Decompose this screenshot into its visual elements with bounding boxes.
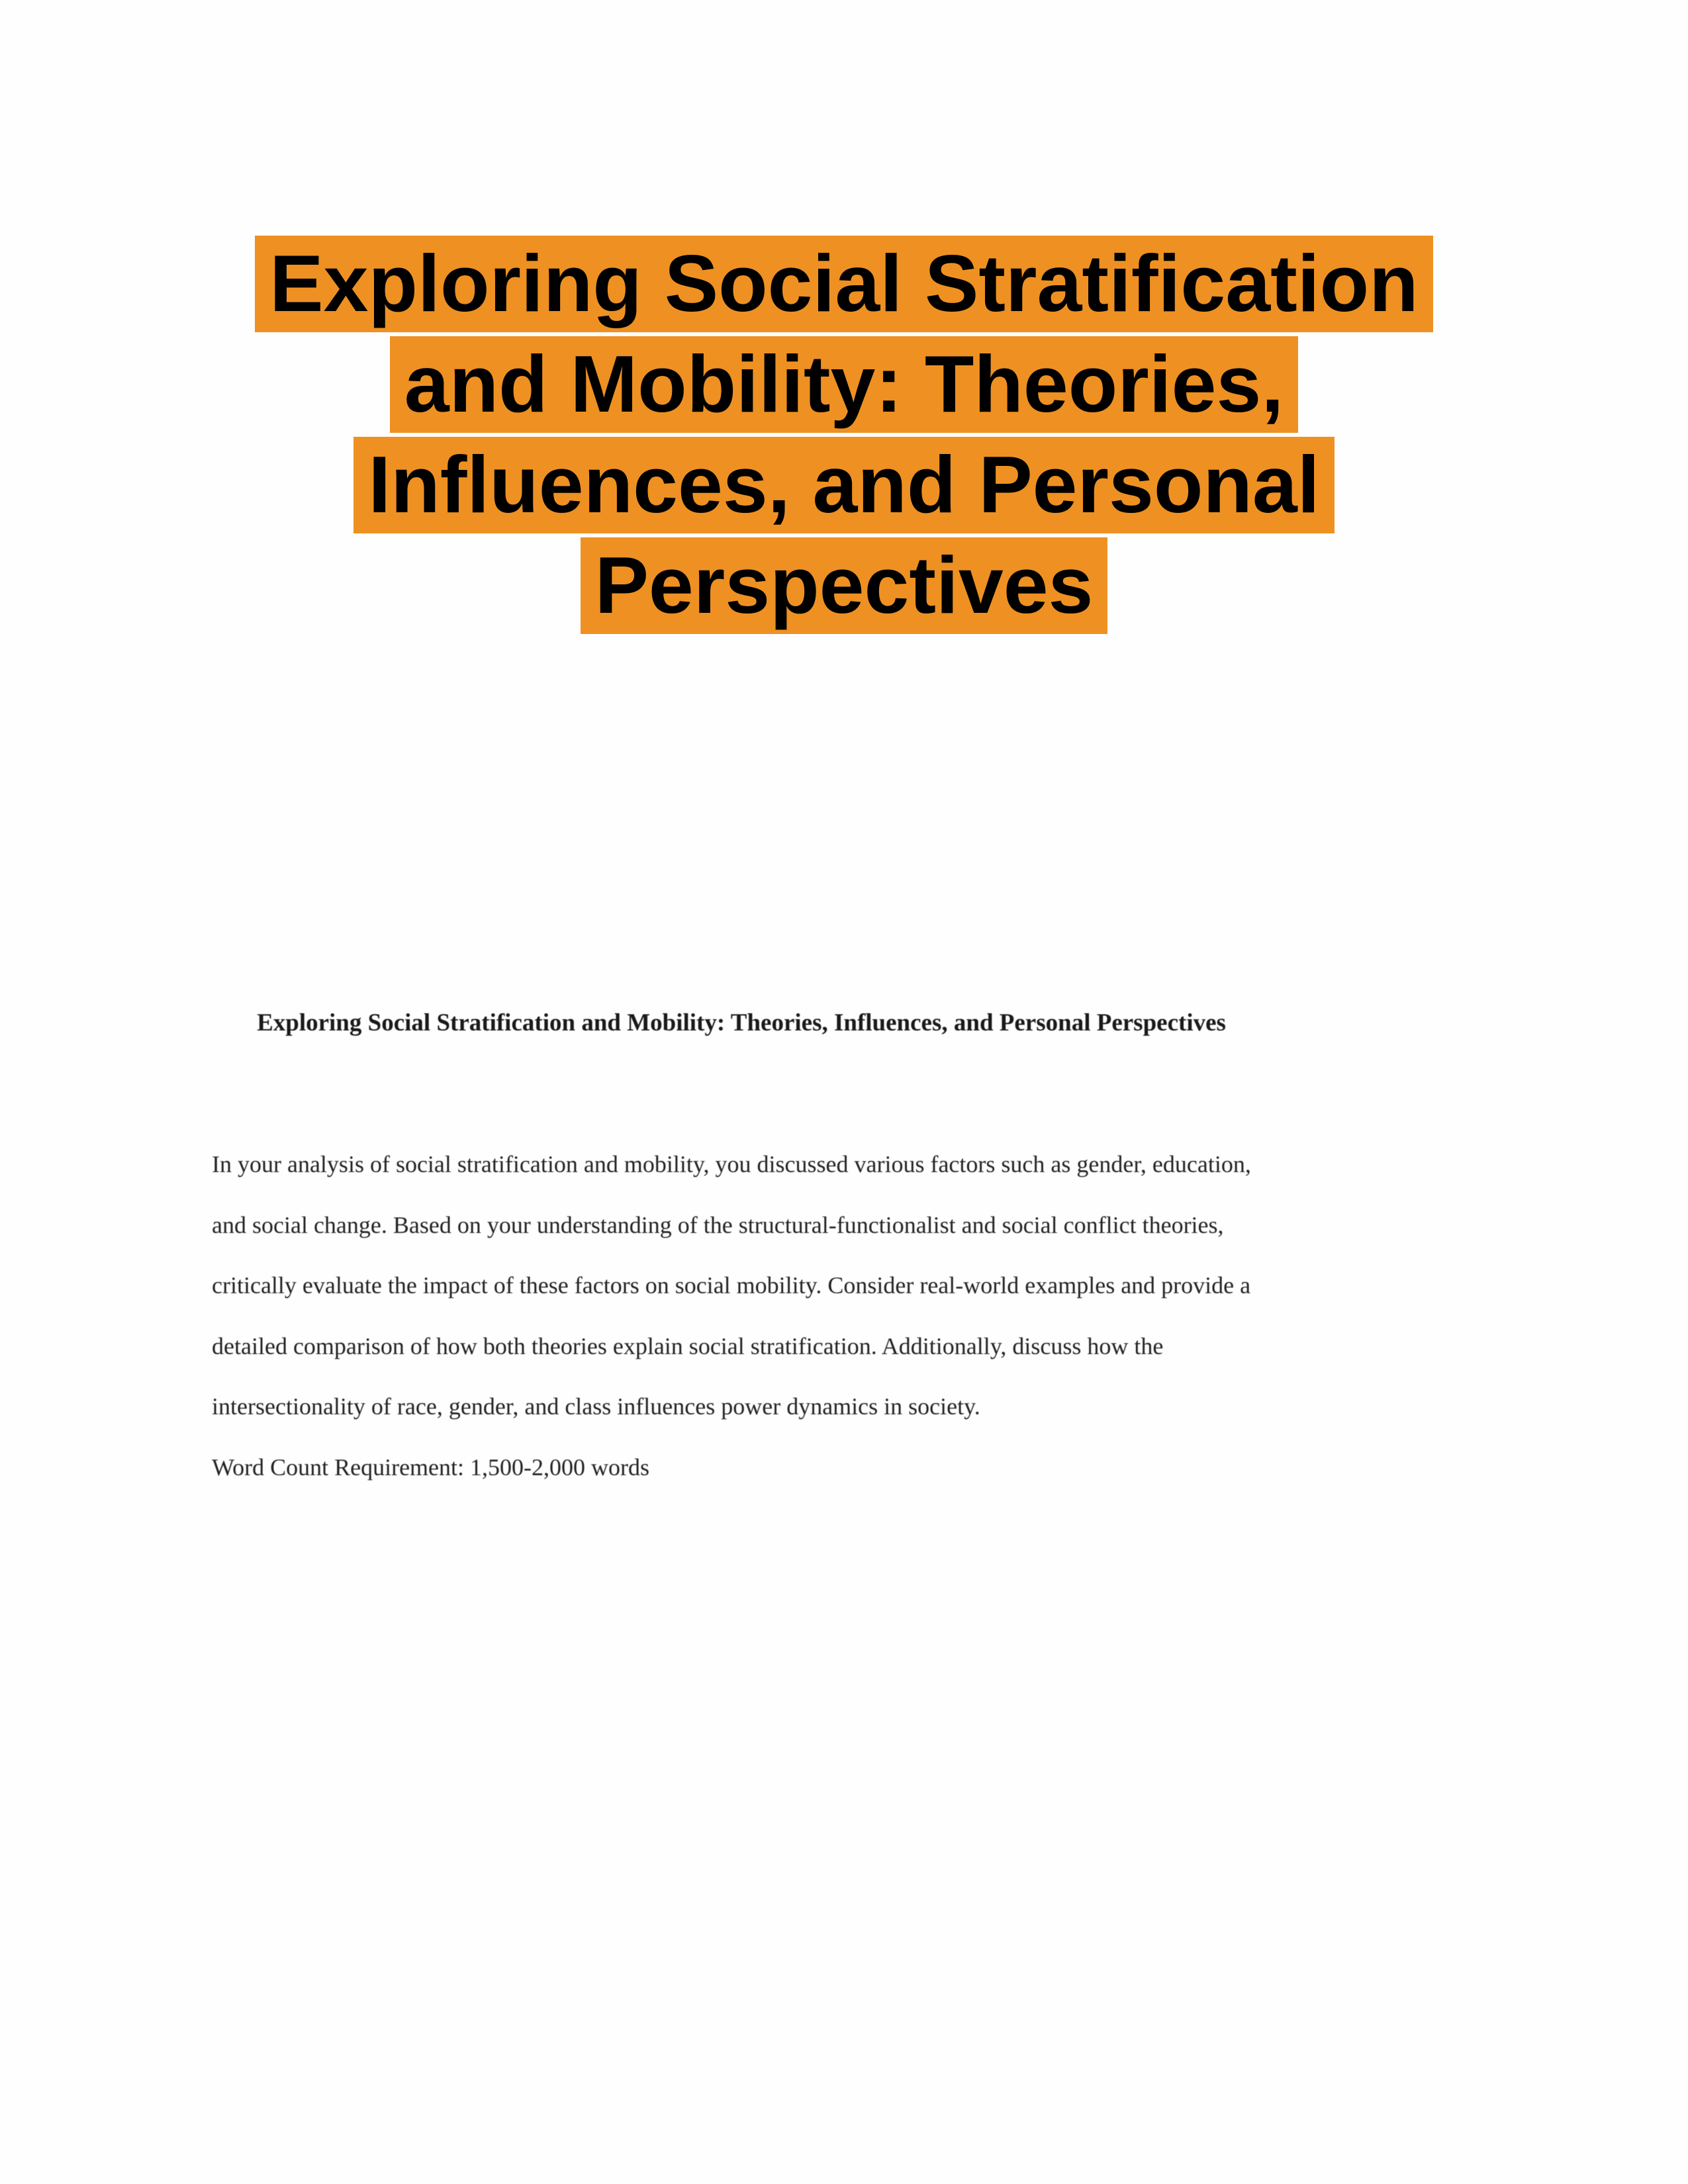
preview-prompt-paragraph: In your analysis of social stratification and mobility, you discussed various factors such as gender, education, and social change. Based on your understanding of the structural-functionalist and social conflict theories, critically evaluate the impact of these factors on social mobility. Consider real-world examples and provide a detailed comparison of how both theories explain social stratification. Additionally, discuss how the intersectionality of race, gender, and class influences power dynamics in society. — [212, 1151, 1251, 1420]
cover-title-highlight: Exploring Social Stratification and Mobility: Theories, Influences, and Personal Perspectives — [255, 236, 1432, 634]
document-preview-image — [199, 993, 1284, 1498]
preview-word-count: Word Count Requirement: 1,500-2,000 words — [212, 1453, 650, 1480]
preview-title: Exploring Social Stratification and Mobility: Theories, Influences, and Personal Perspectives — [257, 1009, 1226, 1036]
cover-title — [185, 233, 1503, 635]
preview-body — [212, 1134, 1284, 1437]
